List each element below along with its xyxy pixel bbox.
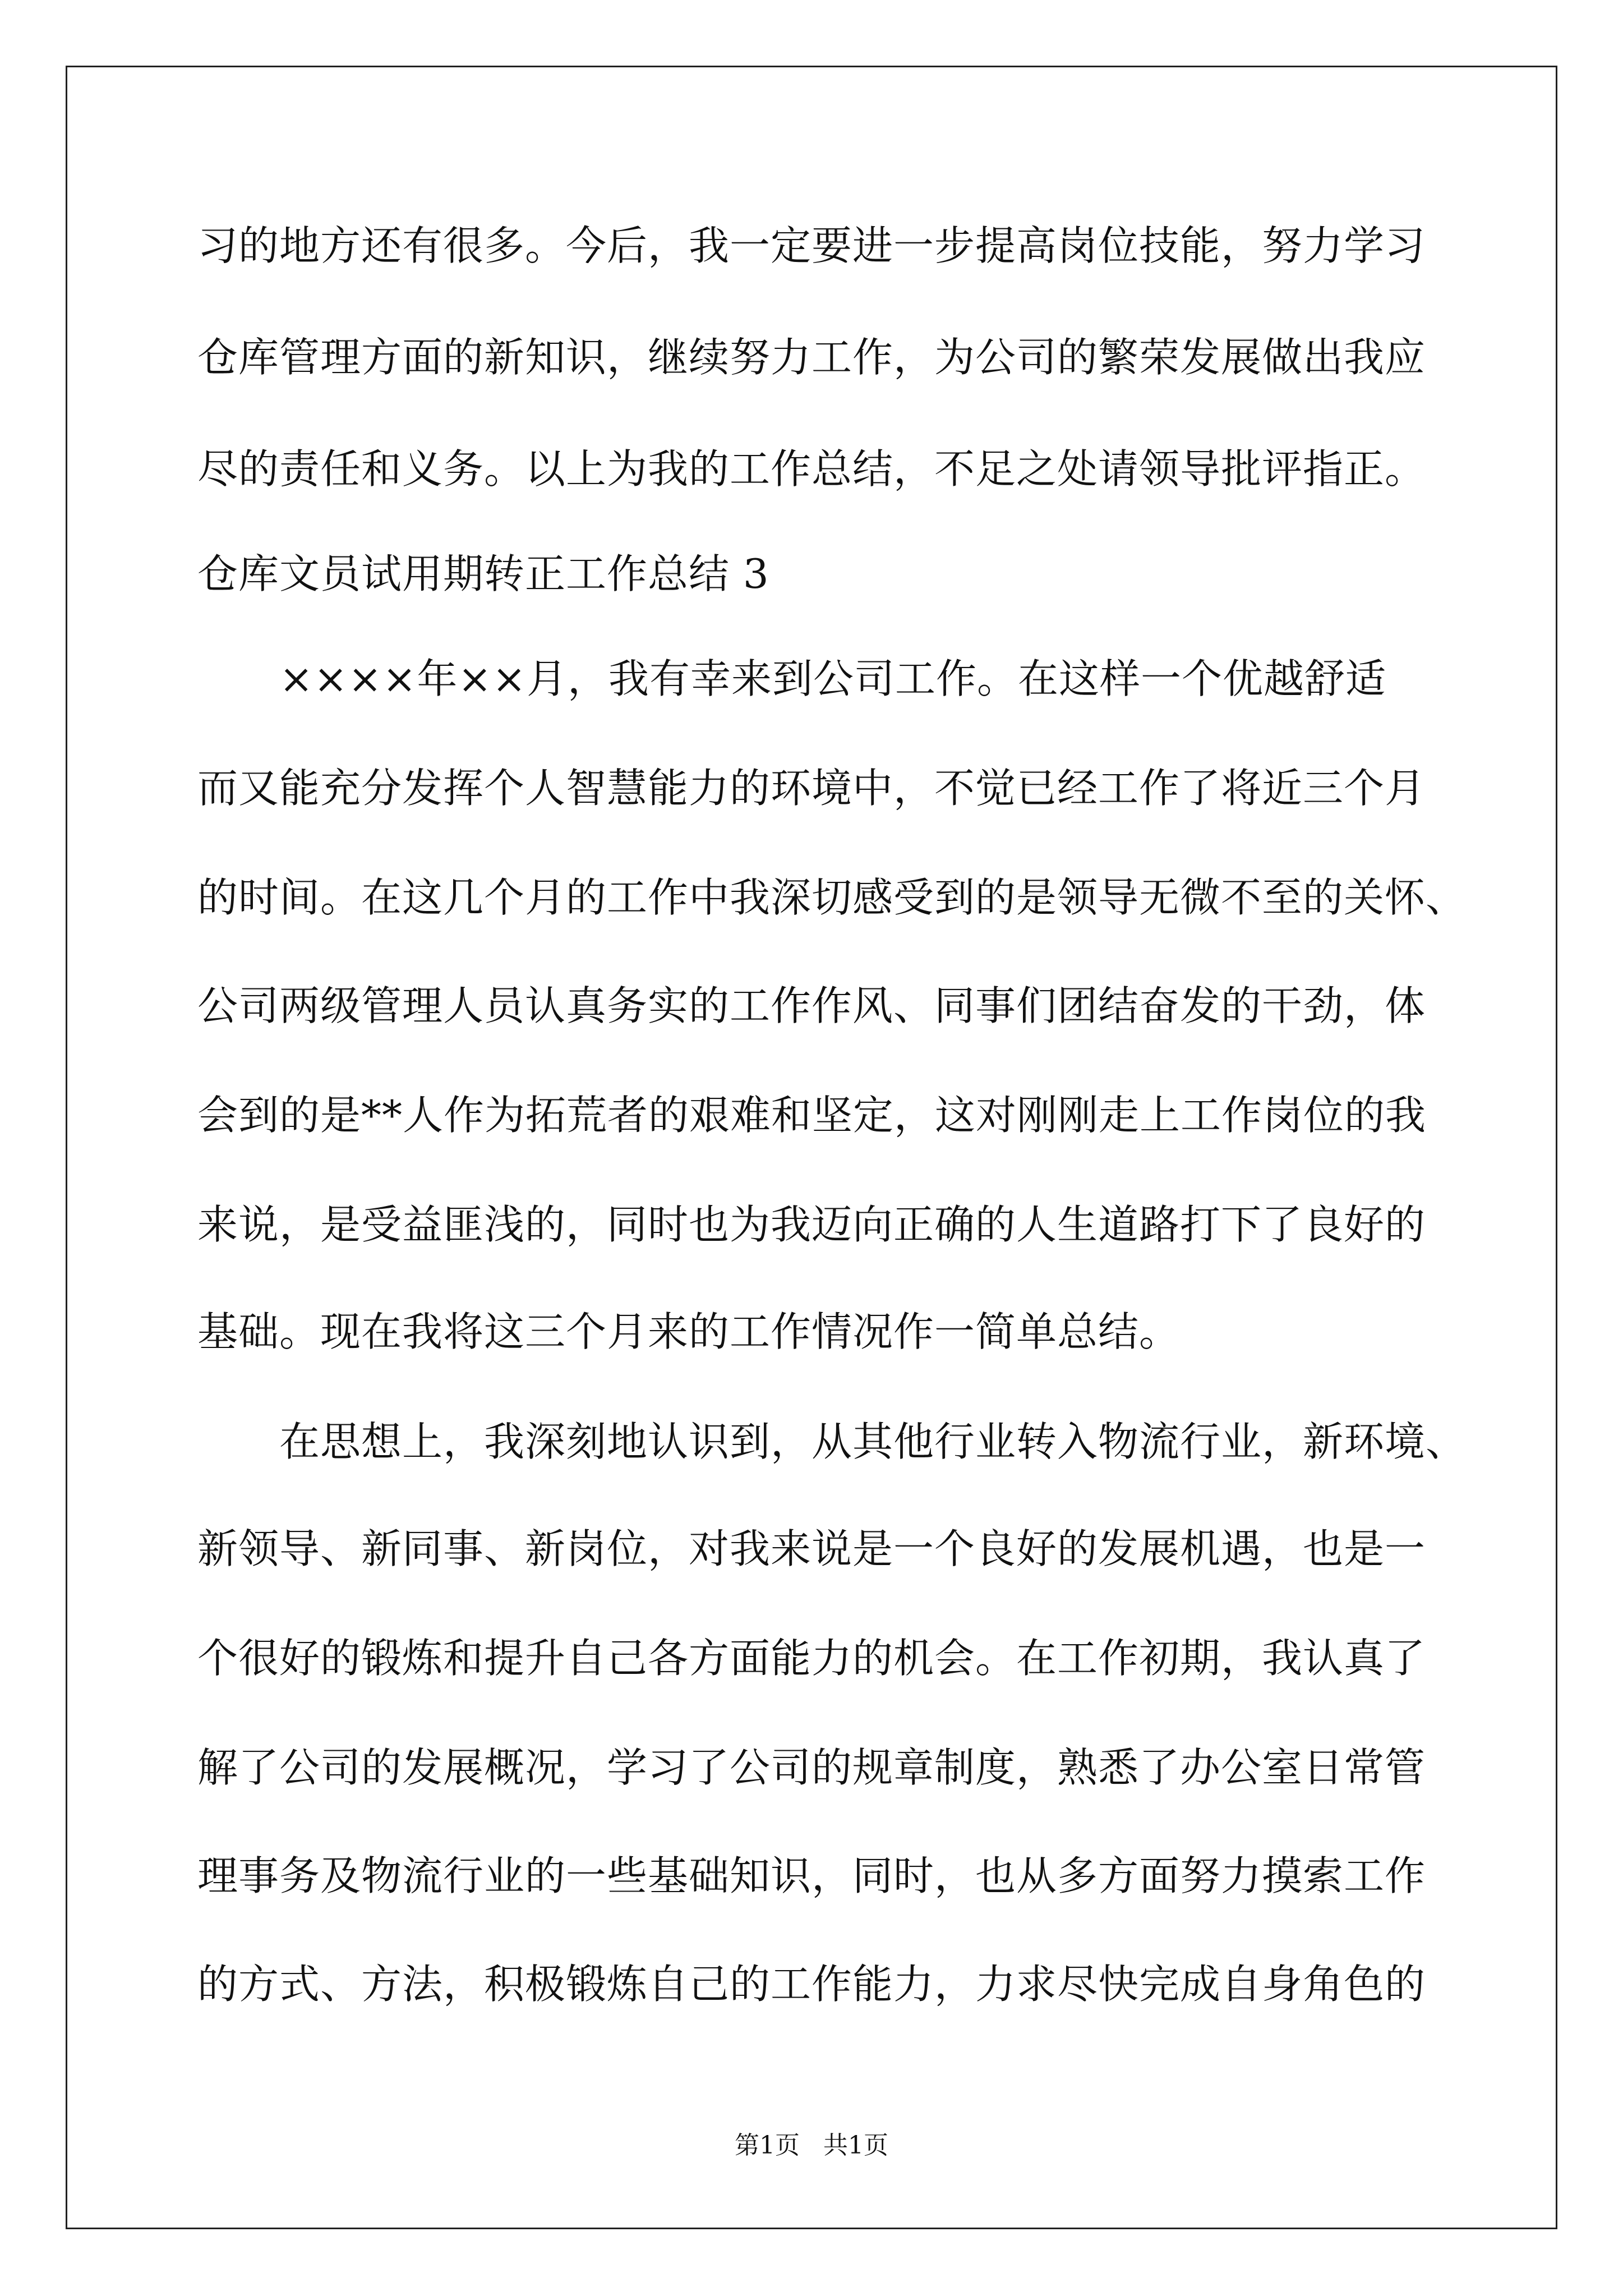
body-line-13: 新领导、新同事、新岗位，对我来说是一个良好的发展机遇，也是一 — [197, 1525, 1426, 1572]
body-line-8: 公司两级管理人员认真务实的工作作风、同事们团结奋发的干劲，体 — [197, 982, 1426, 1029]
body-line-6: 而又能充分发挥个人智慧能力的环境中，不觉已经工作了将近三个月 — [197, 765, 1426, 812]
body-line-9: 会到的是**人作为拓荒者的艰难和坚定，这对刚刚走上工作岗位的我 — [197, 1092, 1427, 1139]
body-line-2: 仓库管理方面的新知识，继续努力工作，为公司的繁荣发展做出我应 — [197, 334, 1426, 381]
body-line-3: 尽的责任和义务。以上为我的工作总结，不足之处请领导批评指正。 — [197, 445, 1426, 493]
body-line-16: 理事务及物流行业的一些基础知识，同时，也从多方面努力摸索工作 — [197, 1852, 1426, 1899]
body-line-14: 个很好的锻炼和提升自己各方面能力的机会。在工作初期，我认真了 — [197, 1635, 1426, 1682]
body-line-5: ××××年××月，我有幸来到公司工作。在这样一个优越舒适 — [197, 655, 1386, 702]
body-line-7: 的时间。在这几个月的工作中我深切感受到的是领导无微不至的关怀、 — [197, 874, 1467, 921]
body-line-17: 的方式、方法，积极锻炼自己的工作能力，力求尽快完成自身角色的 — [197, 1961, 1426, 2008]
body-line-12: 在思想上，我深刻地认识到，从其他行业转入物流行业，新环境、 — [197, 1418, 1467, 1465]
body-line-1: 习的地方还有很多。今后，我一定要进一步提高岗位技能，努力学习 — [197, 222, 1426, 269]
page-footer: 第1页 共1页 — [735, 2131, 888, 2160]
body-line-15: 解了公司的发展概况，学习了公司的规章制度，熟悉了办公室日常管 — [197, 1744, 1426, 1791]
body-line-10: 来说，是受益匪浅的，同时也为我迈向正确的人生道路打下了良好的 — [197, 1201, 1426, 1248]
page-border — [66, 66, 1557, 2229]
body-line-11: 基础。现在我将这三个月来的工作情况作一简单总结。 — [197, 1308, 1181, 1355]
section-heading: 仓库文员试用期转正工作总结 3 — [197, 550, 769, 597]
